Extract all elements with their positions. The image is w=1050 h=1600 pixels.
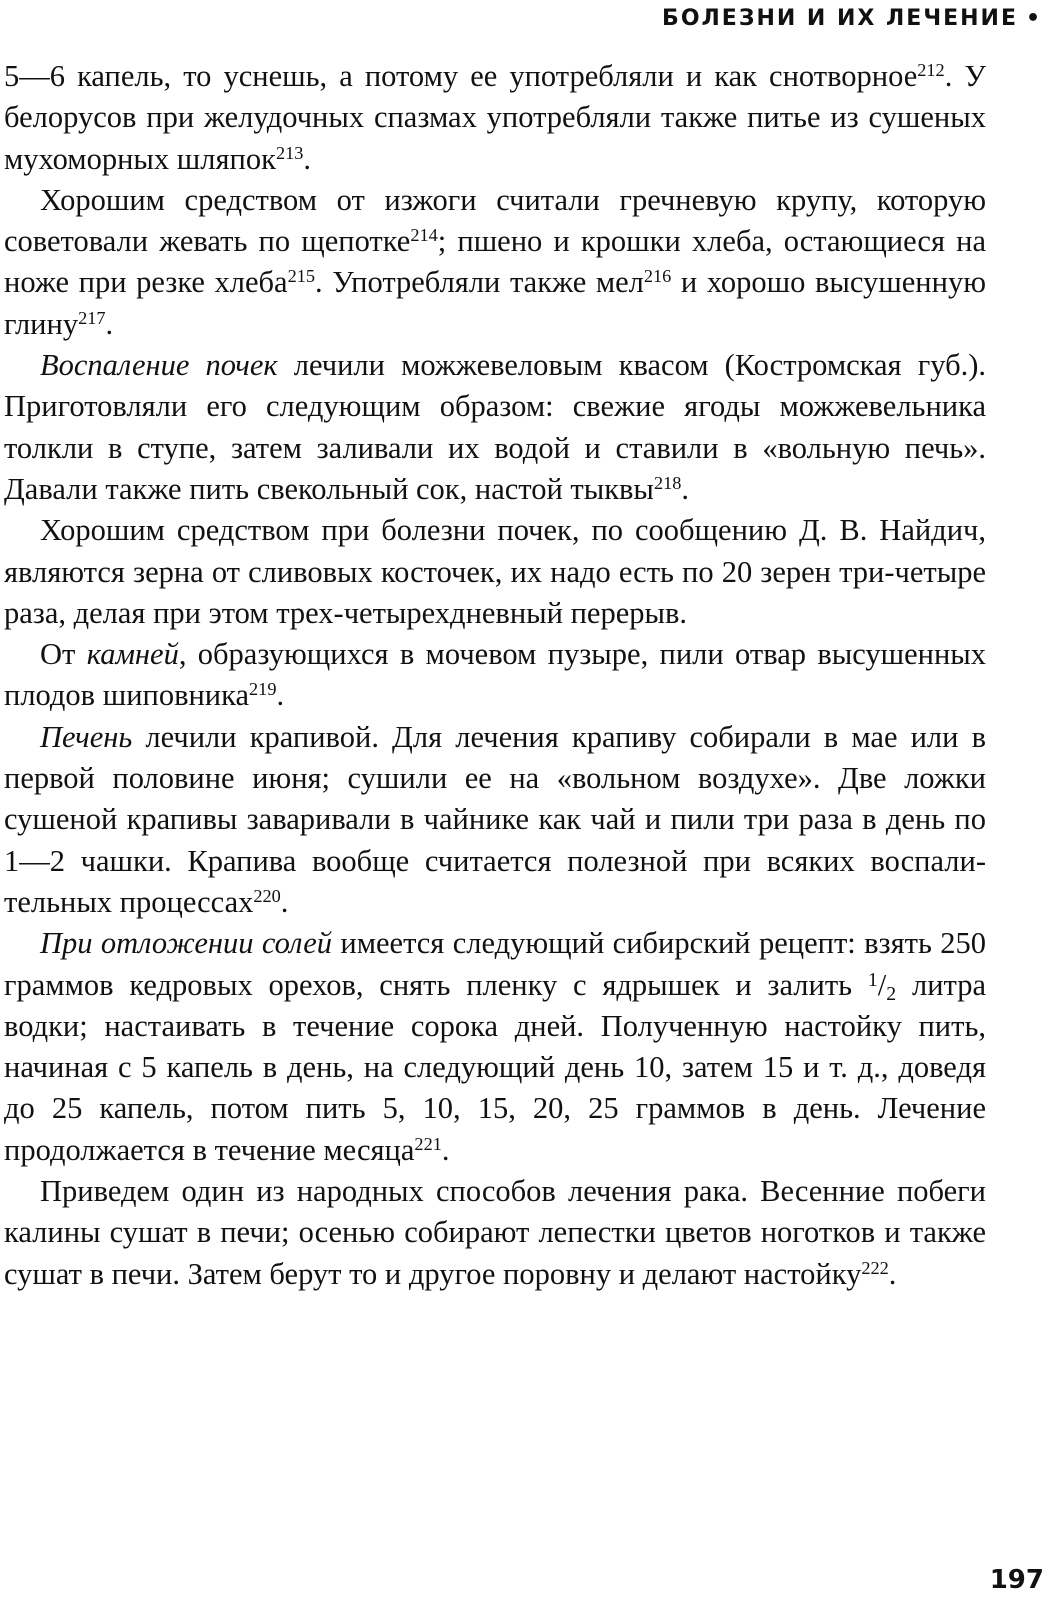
italic-term: Печень xyxy=(40,719,133,754)
text-run: . xyxy=(303,141,311,176)
text-run: . Употребляли также мел xyxy=(315,265,644,300)
footnote-ref: 222 xyxy=(861,1257,889,1278)
fraction-numerator: 1 xyxy=(867,968,878,991)
text-run: Приведем один из народных способов лечения рака. Весенние побеги калины сушат в печи; осенью собирают лепестки цветов ноготков и также сушат в печи. Затем берут то и другое поровну и делают настойку xyxy=(4,1174,986,1291)
italic-term: При отложении солей xyxy=(40,926,332,961)
paragraph-2 xyxy=(4,180,986,345)
footnote-ref: 216 xyxy=(643,266,672,287)
body-text xyxy=(4,56,986,1295)
paragraph-1 xyxy=(4,56,986,180)
italic-term: камней xyxy=(86,637,179,672)
text-run: и хорошо высушенную глину xyxy=(4,265,986,341)
paragraph-5 xyxy=(4,634,986,717)
text-run: . xyxy=(280,884,289,919)
text-run: , образующихся в мочевом пузыре, пили отвар высушенных плодов шиповника xyxy=(4,637,987,713)
paragraph-4 xyxy=(4,510,986,634)
footnote-ref: 220 xyxy=(253,885,281,906)
italic-term: Воспаление почек xyxy=(40,348,278,383)
footnote-ref: 213 xyxy=(275,142,304,163)
page-number: 197 xyxy=(989,1565,1044,1595)
text-run: Хорошим средством при болезни почек, по сообщению Д. В. Найдич, являются зерна от сливовых косточек, их надо есть по 20 зерен три-четыре раза, делая при этом трех-четырехдневный перерыв. xyxy=(4,513,986,630)
text-run: . У белорусов при желудочных спазмах употребляли также питье из сушеных мухоморных шляпок xyxy=(4,59,986,176)
fraction-denominator: 2 xyxy=(886,982,897,1005)
footnote-ref: 212 xyxy=(917,59,945,80)
footnote-ref: 221 xyxy=(414,1133,442,1154)
text-run: . xyxy=(681,471,689,506)
paragraph-7 xyxy=(4,923,986,1171)
running-head: БОЛЕЗНИ И ИХ ЛЕЧЕНИЕ xyxy=(662,6,1018,31)
footnote-ref: 218 xyxy=(653,472,682,493)
text-run: литра водки; настаивать в течение сорока дней. Полученную настойку пить, начиная с 5 капель в день, на следующий день 10, затем 15 и т. д., доведя до 25 капель, потом пить 5, 10, 15, 20, 25 граммов в день. Лечение продолжается в течение месяца xyxy=(4,967,986,1167)
running-head-bullet: • xyxy=(1025,6,1040,31)
paragraph-3 xyxy=(4,345,986,510)
paragraph-6 xyxy=(4,717,986,923)
text-run: лечили можжевеловым квасом (Костромская губ.). Приготовляли его следующим образом: свежие ягоды можжевельника толкли в ступе, затем заливали их водой и ставили в «вольную печь». Давали также пить свекольный сок, настой тыквы xyxy=(4,348,986,506)
footnote-ref: 217 xyxy=(78,307,106,328)
text-run: От xyxy=(40,637,87,672)
paragraph-8 xyxy=(4,1171,986,1295)
text-run: . xyxy=(441,1132,450,1167)
text-run: . xyxy=(888,1256,897,1291)
text-run: ; пшено и крошки хлеба, остающиеся на ноже при резке хлеба xyxy=(4,224,986,300)
text-run: лечили крапивой. Для лечения крапиву собирали в мае или в первой половине июня; сушили ее на «вольном воздухе». Две ложки сушеной крапивы заваривали в чайнике как чай и пили три раза в день по 1—2 чашки. Крапива вообще считается полезной при всяких воспалительных процессах xyxy=(4,719,986,919)
text-run: Хорошим средством от изжоги считали гречневую крупу, которую советовали жевать по щепотке xyxy=(4,182,986,259)
footnote-ref: 219 xyxy=(249,679,277,700)
footnote-ref: 215 xyxy=(287,266,316,287)
text-run: . xyxy=(276,678,285,713)
text-run: 5—6 капель, то уснешь, а потому ее употребляли и как снотворное xyxy=(4,59,918,93)
footnote-ref: 214 xyxy=(410,225,438,246)
text-run: . xyxy=(105,306,114,341)
fraction-slash: / xyxy=(877,967,887,1002)
text-run: имеется следующий сибирский рецепт: взять 250 граммов кедровых орехов, снять пленку с ядрышек и залить xyxy=(4,926,986,1002)
